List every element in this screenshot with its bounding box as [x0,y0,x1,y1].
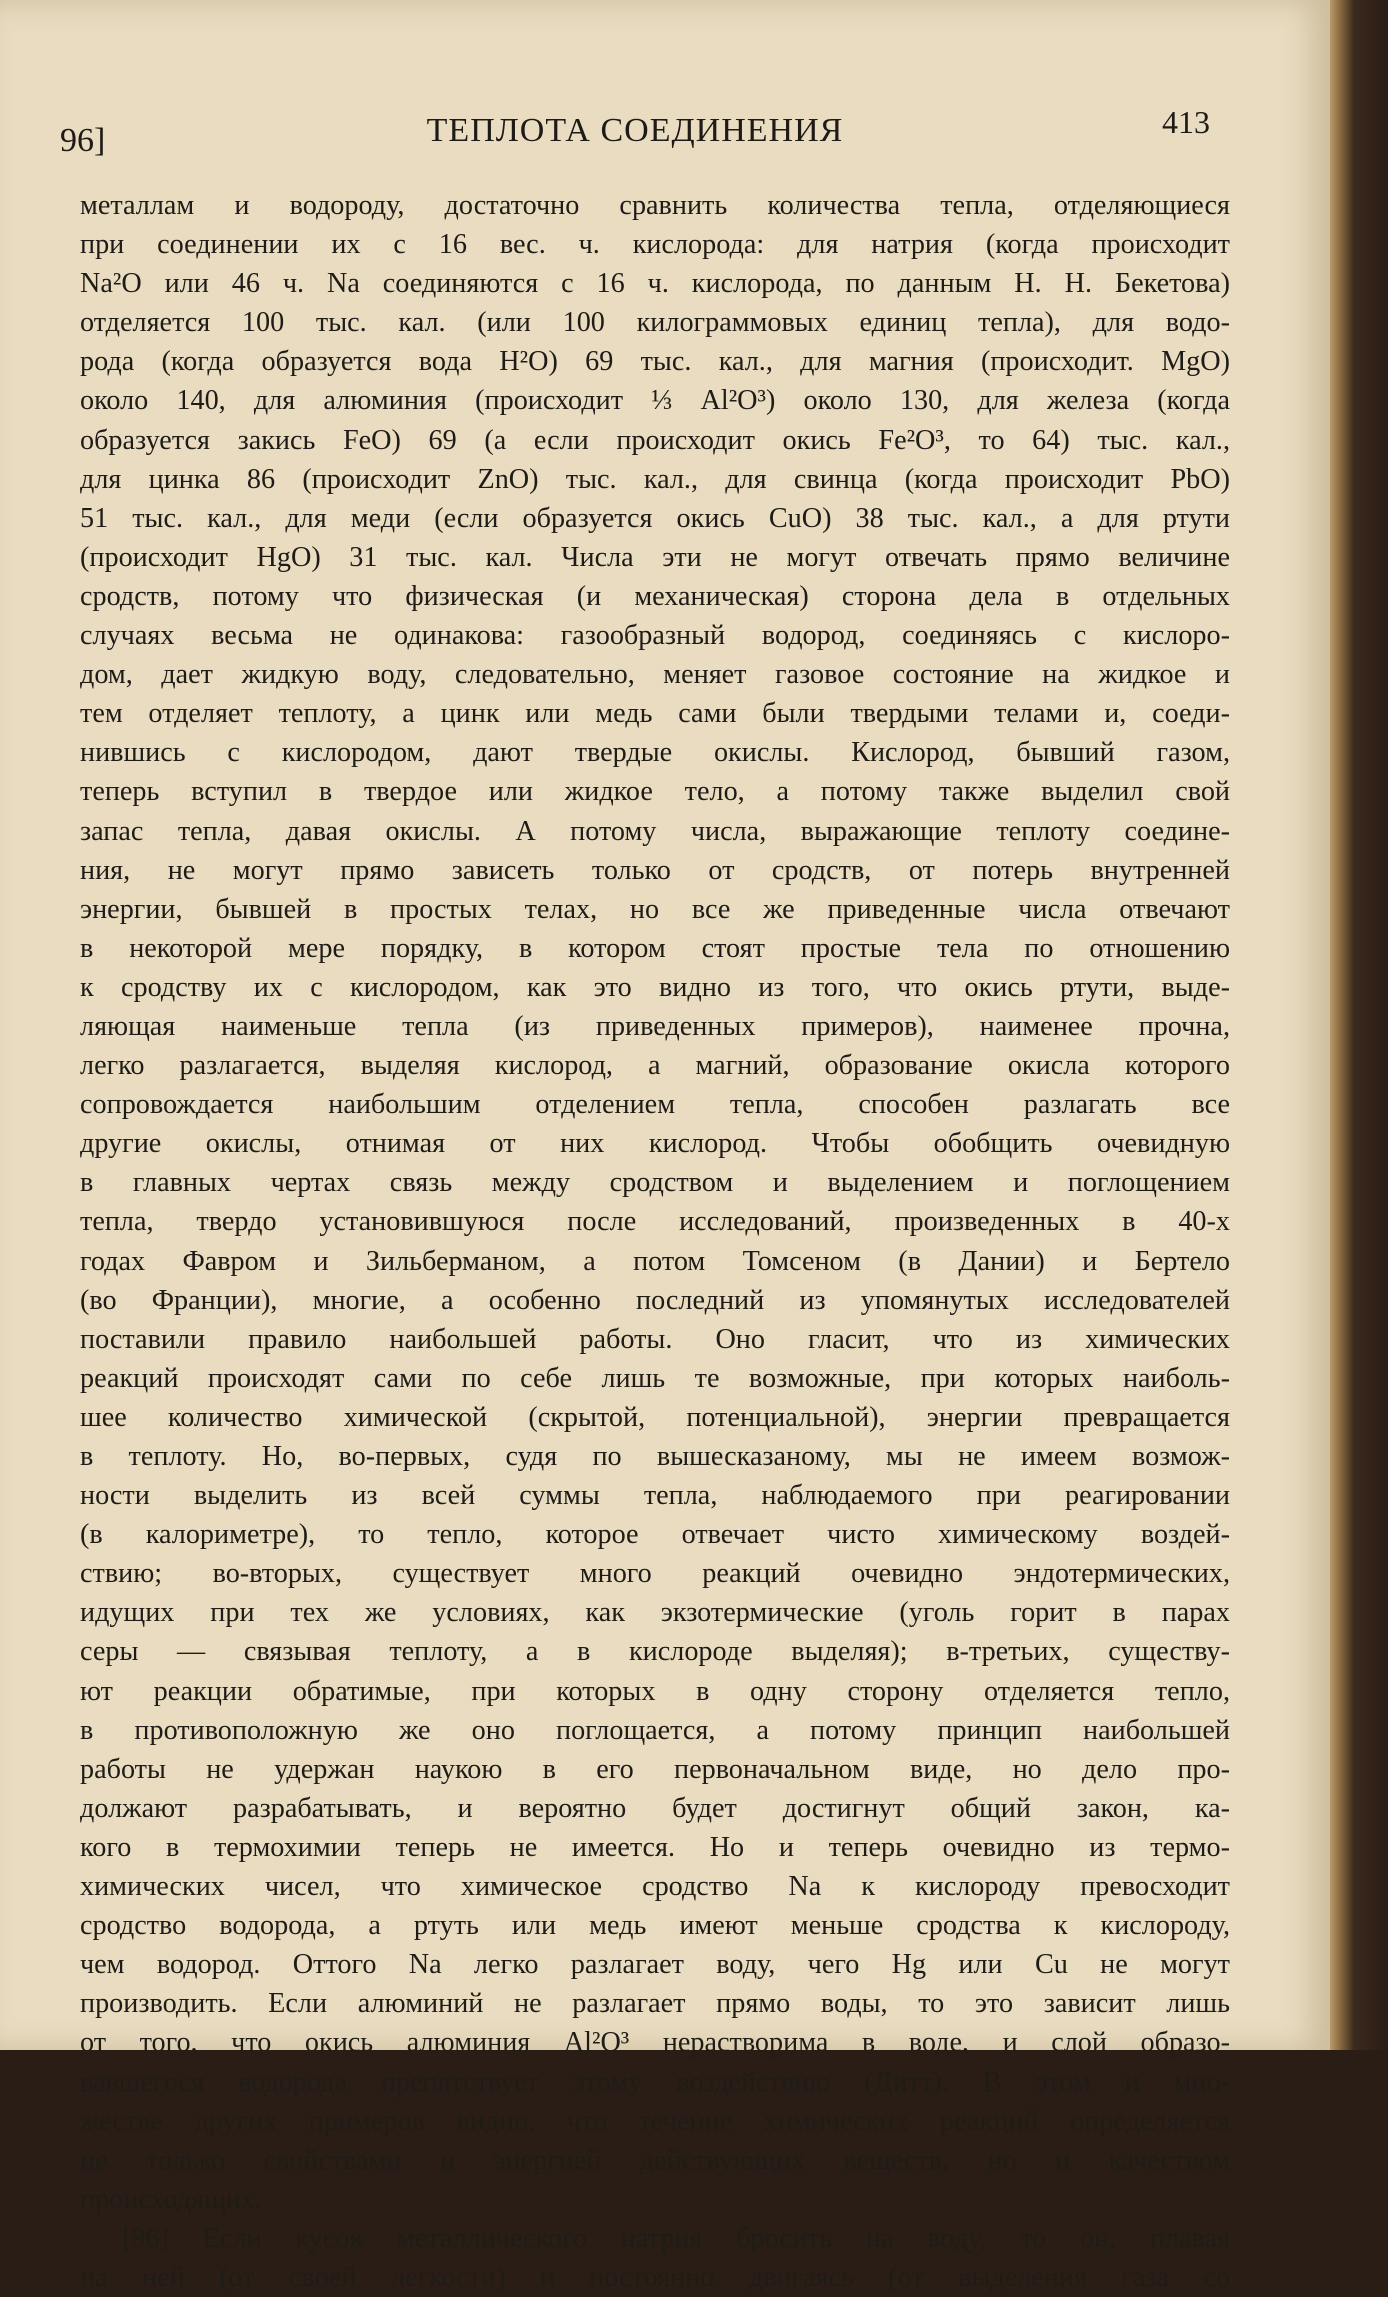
text-line: для цинка 86 (происходит ZnO) тыс. кал., для свинца (когда происходит PbO) [80,463,1230,495]
text-line: вавшегося водорода препятствует этому воздействию (Дитт). В этом и мно- [80,2066,1230,2098]
text-line: сродств, потому что физическая (и механическая) сторона дела в отдельных [80,580,1230,612]
text-line: рода (когда образуется вода H²O) 69 тыс. кал., для магния (происходит. MgO) [80,346,1230,378]
text-line: ствию; во-вторых, существует много реакций очевидно эндотермических, [80,1558,1230,1590]
text-line: в некоторой мере порядку, в котором стоят простые тела по отношению [80,932,1230,964]
text-line: (происходит HgO) 31 тыс. кал. Числа эти не могут отвечать прямо величине [80,541,1230,573]
text-line: дом, дает жидкую воду, следовательно, меняет газовое состояние на жидкое и [80,659,1230,691]
text-line: другие окислы, отнимая от них кислород. Чтобы обобщить очевидную [80,1128,1230,1160]
text-line: от того, что окись алюминия Al²O³ нерастворима в воде, и слой образо- [80,2027,1230,2059]
text-line: (в калориметре), то тепло, которое отвечает чисто химическому воздей- [80,1519,1230,1551]
text-line: при соединении их с 16 вес. ч. кислорода: для натрия (когда происходит [80,229,1230,261]
page-body-text [80,186,1230,2297]
text-line: ности выделить из всей суммы тепла, наблюдаемого при реагировании [80,1480,1230,1512]
text-line: годах Фавром и Зильберманом, а потом Томсеном (в Дании) и Бертело [80,1245,1230,1277]
text-line: тем отделяет теплоту, а цинк или медь сами были твердыми телами и, соеди- [80,698,1230,730]
text-line: идущих при тех же условиях, как экзотермические (уголь горит в парах [80,1597,1230,1629]
text-line: (во Франции), многие, а особенно последний из упомянутых исследователей [80,1284,1230,1316]
section-reference: 96] [60,122,106,159]
text-line: производить. Если алюминий не разлагает прямо воды, то это зависит лишь [80,1988,1230,2020]
text-line: чем водород. Оттого Na легко разлагает воду, чего Hg или Cu не могут [80,1949,1230,1981]
text-line: кого в термохимии теперь не имеется. Но и теперь очевидно из термо- [80,1831,1230,1863]
text-line: ют реакции обратимые, при которых в одну сторону отделяется тепло, [80,1675,1230,1707]
text-line: сродство водорода, а ртуть или медь имеют меньше сродства к кислороду, [80,1910,1230,1942]
text-line: теперь вступил в твердое или жидкое тело, а потому также выделил свой [80,776,1230,808]
text-line: серы — связывая теплоту, а в кислороде выделяя); в-третьих, существу- [80,1636,1230,1668]
text-line: на ней (от своей легкости) и постоянно двигаясь (от выделения газа со [80,2261,1230,2293]
text-line: энергии, бывшей в простых телах, но все же приведенные числа отвечают [80,893,1230,925]
text-line: случаях весьма не одинакова: газообразный водород, соединяясь с кислоро- [80,620,1230,652]
text-line: происходящих. [80,2183,263,2215]
text-line: ляющая наименьше тепла (из приведенных примеров), наименее прочна, [80,1010,1230,1042]
text-line: Na²O или 46 ч. Na соединяются с 16 ч. кислорода, по данным Н. Н. Бекетова) [80,268,1230,300]
text-line: запас тепла, давая окислы. А потому числа, выражающие теплоту соедине- [80,815,1230,847]
text-line: 51 тыс. кал., для меди (если образуется окись CuO) 38 тыс. кал., а для ртути [80,502,1230,534]
text-line: ния, не могут прямо зависеть только от сродств, от потерь внутренней [80,854,1230,886]
text-line: легко разлагается, выделяя кислород, а магний, образование окисла которого [80,1050,1230,1082]
text-line: химических чисел, что химическое сродство Na к кислороду превосходит [80,1871,1230,1903]
text-line: отделяется 100 тыс. кал. (или 100 килограммовых единиц тепла), для водо- [80,307,1230,339]
text-line: к сродству их с кислородом, как это видно из того, что окись ртути, выде- [80,971,1230,1003]
text-line: поставили правило наибольшей работы. Оно гласит, что из химических [80,1323,1230,1355]
text-line: около 140, для алюминия (происходит ⅓ Al²O³) около 130, для железа (когда [80,385,1230,417]
book-spine-edge [1330,0,1388,2050]
text-line: сопровождается наибольшим отделением тепла, способен разлагать все [80,1089,1230,1121]
text-line: жестве других примеров видно, что течение химических реакций определяется [80,2105,1230,2137]
text-line: [96] Если кусок металлического натрия бросить на воду, то он, плавая [122,2222,1230,2254]
text-line: реакций происходят сами по себе лишь те возможные, при которых наиболь- [80,1362,1230,1394]
text-line: металлам и водороду, достаточно сравнить количества тепла, отделяющиеся [80,190,1230,221]
text-line: образуется закись FeO) 69 (а если происходит окись Fe²O³, то 64) тыс. кал., [80,424,1230,456]
text-line: в теплоту. Но, во-первых, судя по вышесказаному, мы не имеем возмож- [80,1441,1230,1472]
text-line: шее количество химической (скрытой, потенциальной), энергии превращается [80,1401,1230,1433]
text-line: нившись с кислородом, дают твердые окислы. Кислород, бывший газом, [80,737,1230,769]
page-header [60,100,1210,160]
text-line: тепла, твердо установившуюся после исследований, произведенных в 40-х [80,1206,1230,1238]
text-line: в противоположную же оно поглощается, а потому принцип наибольшей [80,1714,1230,1746]
text-line: должают разрабатывать, и вероятно будет достигнут общий закон, ка- [80,1792,1230,1824]
text-line: в главных чертах связь между сродством и выделением и поглощением [80,1167,1230,1199]
running-title: ТЕПЛОТА СОЕДИНЕНИЯ [426,112,844,149]
page-number: 413 [1162,104,1210,140]
text-line: работы не удержан наукою в его первоначальном виде, но дело про- [80,1753,1230,1785]
text-line: не только свойствами и энергией действующих веществ, но и качеством [80,2144,1230,2176]
